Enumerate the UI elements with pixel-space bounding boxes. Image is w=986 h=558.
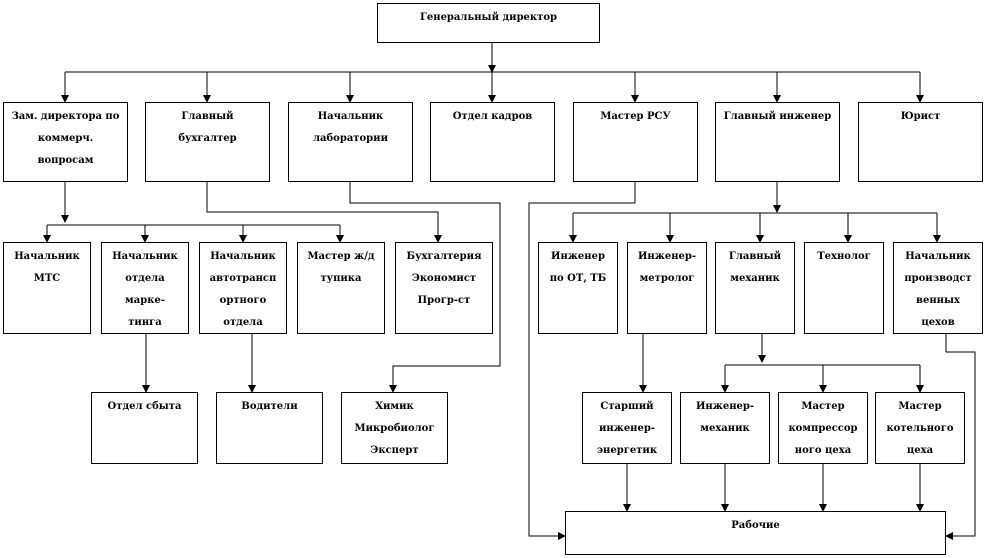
node-ot-engineer: Инженер по ОТ, ТБ [538, 242, 618, 334]
node-workers: Рабочие [565, 511, 946, 555]
node-production-head: Начальник производст венных цехов [893, 242, 983, 334]
node-mts-head: Начальник МТС [3, 242, 91, 334]
node-chief-mechanic: Главный механик [715, 242, 795, 334]
node-chemist: Химик Микробиолог Эксперт [341, 392, 448, 464]
node-lab-head: Начальник лаборатории [288, 102, 413, 182]
node-technolog: Технолог [804, 242, 884, 334]
node-transport-head: Начальник автотрансп ортного отдела [199, 242, 287, 334]
node-accounting: Бухгалтерия Экономист Прогр-ст [395, 242, 493, 334]
node-compressor-master: Мастер компрессор ного цеха [778, 392, 868, 464]
node-sales: Отдел сбыта [91, 392, 198, 464]
node-hr: Отдел кадров [430, 102, 555, 182]
node-chief-engineer: Главный инженер [715, 102, 840, 182]
node-drivers: Водители [216, 392, 323, 464]
node-mechanical-engineer: Инженер- механик [680, 392, 770, 464]
node-marketing-head: Начальник отдела марке- тинга [101, 242, 189, 334]
node-metrolog: Инженер- метролог [627, 242, 707, 334]
node-boiler-master: Мастер котельного цеха [875, 392, 965, 464]
node-chief-accountant: Главный бухгалтер [145, 102, 270, 182]
node-deputy-director: Зам. директора по коммерч. вопросам [3, 102, 128, 182]
node-rail-master: Мастер ж/д тупика [297, 242, 385, 334]
node-energy-engineer: Старший инженер- энергетик [582, 392, 672, 464]
node-ceo: Генеральный директор [377, 3, 600, 43]
node-lawyer: Юрист [858, 102, 983, 182]
node-rsu-master: Мастер РСУ [573, 102, 698, 182]
